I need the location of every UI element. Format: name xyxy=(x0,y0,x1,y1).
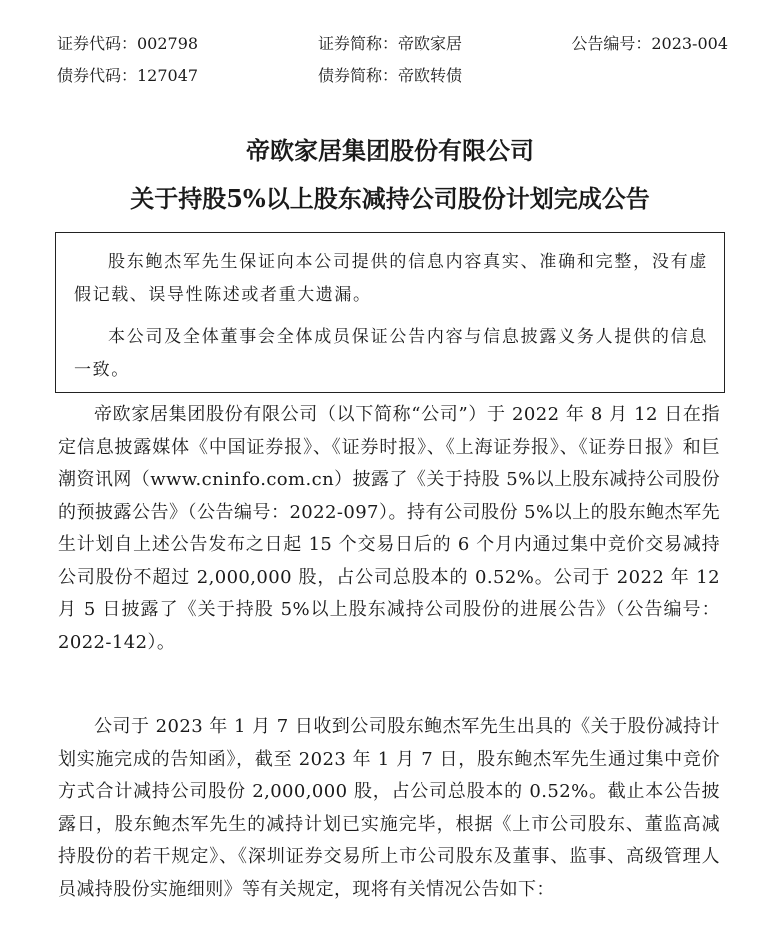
announcement-number: 公告编号：2023-004 xyxy=(571,34,728,53)
stock-code: 证券代码：002798 xyxy=(57,34,199,53)
body-paragraph-2: 公司于 2023 年 1 月 7 日收到公司股东鲍杰军先生出具的《关于股份减持计划实施完成的告知函》，截至 2023 年 1 月 7 日，股东鲍杰军先生通过集中竞价方式合计减持公司股份 2,000,000 股，占公司总股本的 0.52%。截止本公告披露日，股东鲍杰军先生的减持计划已实施完毕，根据《上市公司股东、董监高减持股份的若干规定》、《深圳证券交易所上市公司股东及董事、监事、高级管理人员减持股份实施细则》等有关规定，现将有关情况公告如下： xyxy=(58,716,720,900)
disclaimer-paragraph-1: 股东鲍杰军先生保证向本公司提供的信息内容真实、准确和完整，没有虚假记载、误导性陈述或者重大遗漏。 xyxy=(74,252,708,305)
body-paragraph-1: 帝欧家居集团股份有限公司（以下简称“公司”）于 2022 年 8 月 12 日在指定信息披露媒体《中国证券报》、《证券时报》、《上海证券报》、《证券日报》和巨潮资讯网（www.cninfo.com.cn）披露了《关于持股 5%以上股东减持公司股份的预披露公告》（公告编号：2022-097）。持有公司股份 5%以上的股东鲍杰军先生计划自上述公告发布之日起 15 个交易日后的 6 个月内通过集中竞价交易减持公司股份不超过 2,000,000 股，占公司总股本的 0.52%。公司于 2022 年 12 月 5 日披露了《关于持股 5%以上股东减持公司股份的进展公告》（公告编号：2022-142）。 xyxy=(58,404,720,653)
disclaimer-box xyxy=(55,232,725,393)
bond-code: 债券代码：127047 xyxy=(57,66,199,85)
bond-abbreviation: 债券简称：帝欧转债 xyxy=(318,66,463,85)
stock-abbreviation: 证券简称：帝欧家居 xyxy=(318,34,463,53)
disclaimer-paragraph-2: 本公司及全体董事会全体成员保证公告内容与信息披露义务人提供的信息一致。 xyxy=(74,327,708,380)
company-title: 帝欧家居集团股份有限公司 xyxy=(246,136,534,165)
announcement-title: 关于持股5%以上股东减持公司股份计划完成公告 xyxy=(130,184,650,213)
